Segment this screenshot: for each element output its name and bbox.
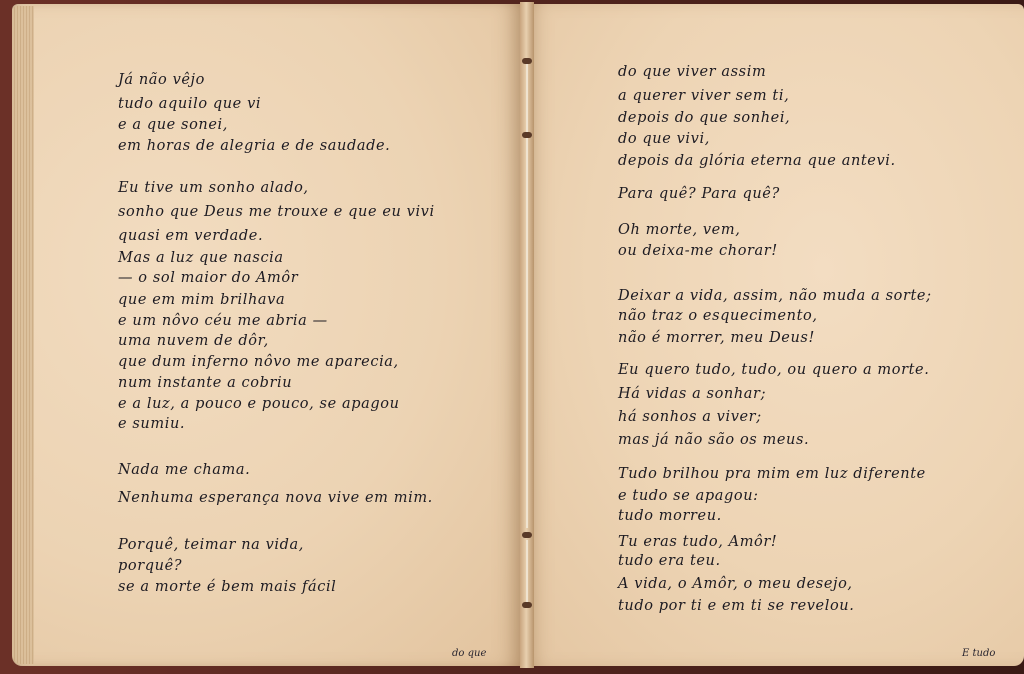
catchword: E tudo <box>962 648 996 659</box>
verse-line: Nada me chama. <box>118 462 251 478</box>
verse-line: porquê? <box>118 558 183 574</box>
verse-line: mas já não são os meus. <box>618 432 810 448</box>
verse-line: em horas de alegria e de saudade. <box>118 138 391 154</box>
verse-line: tudo por ti e em ti se revelou. <box>618 598 855 614</box>
verse-line: num instante a cobriu <box>118 375 293 391</box>
verse-line: A vida, o Amôr, o meu desejo, <box>618 576 853 592</box>
verse-line: Para quê? Para quê? <box>618 186 780 202</box>
verse-line: do que vivi, <box>618 131 710 147</box>
verse-line: depois do que sonhei, <box>618 110 791 126</box>
verse-line: Oh morte, vem, <box>618 222 741 238</box>
verse-line: a querer viver sem ti, <box>618 88 790 104</box>
verse-line: ou deixa-me chorar! <box>618 243 778 259</box>
verse-line: tudo morreu. <box>618 508 722 524</box>
verse-line: Já não vêjo <box>118 72 205 88</box>
verse-line: que em mim brilhava <box>118 292 286 308</box>
binding-stitch <box>522 58 532 64</box>
verse-line: que dum inferno nôvo me aparecia, <box>118 354 399 370</box>
verse-line: há sonhos a viver; <box>618 409 762 425</box>
verse-line: e tudo se apagou: <box>618 488 759 504</box>
binding-thread <box>526 60 528 132</box>
verse-line: se a morte é bem mais fácil <box>118 579 337 595</box>
verse-line: uma nuvem de dôr, <box>118 333 269 349</box>
verse-line: do que viver assim <box>618 64 767 80</box>
verse-line: depois da glória eterna que antevi. <box>618 153 896 169</box>
verse-line: tudo era teu. <box>618 553 721 569</box>
verse-line: não traz o esquecimento, <box>618 308 818 324</box>
verse-line: — o sol maior do Amôr <box>118 270 299 286</box>
verse-line: sonho que Deus me trouxe e que eu vivi <box>118 204 435 220</box>
verse-line: Tudo brilhou pra mim em luz diferente <box>618 466 926 482</box>
verse-line: e a luz, a pouco e pouco, se apagou <box>118 396 400 412</box>
binding-thread <box>526 540 528 602</box>
verse-line: Eu tive um sonho alado, <box>118 180 309 196</box>
verse-line: Deixar a vida, assim, não muda a sorte; <box>618 288 932 304</box>
verse-line: tudo aquilo que vi <box>118 96 262 112</box>
binding-stitch <box>522 132 532 138</box>
verse-line: Eu quero tudo, tudo, ou quero a morte. <box>618 362 930 378</box>
page-edges <box>12 6 34 664</box>
verse-line: Mas a luz que nascia <box>118 250 284 266</box>
catchword: do que <box>452 648 487 659</box>
verse-line: e a que sonei, <box>118 117 228 133</box>
verse-line: não é morrer, meu Deus! <box>618 330 815 346</box>
binding-stitch <box>522 602 532 608</box>
verse-line: Nenhuma esperança nova vive em mim. <box>118 490 433 506</box>
verse-line: Há vidas a sonhar; <box>618 386 767 402</box>
verse-line: e um nôvo céu me abria — <box>118 313 328 329</box>
verse-line: quasi em verdade. <box>118 228 264 244</box>
verse-line: e sumiu. <box>118 416 186 432</box>
binding-stitch <box>522 532 532 538</box>
verse-line: Tu eras tudo, Amôr! <box>618 534 778 550</box>
verse-line: Porquê, teimar na vida, <box>118 537 304 553</box>
binding-thread <box>526 138 528 528</box>
